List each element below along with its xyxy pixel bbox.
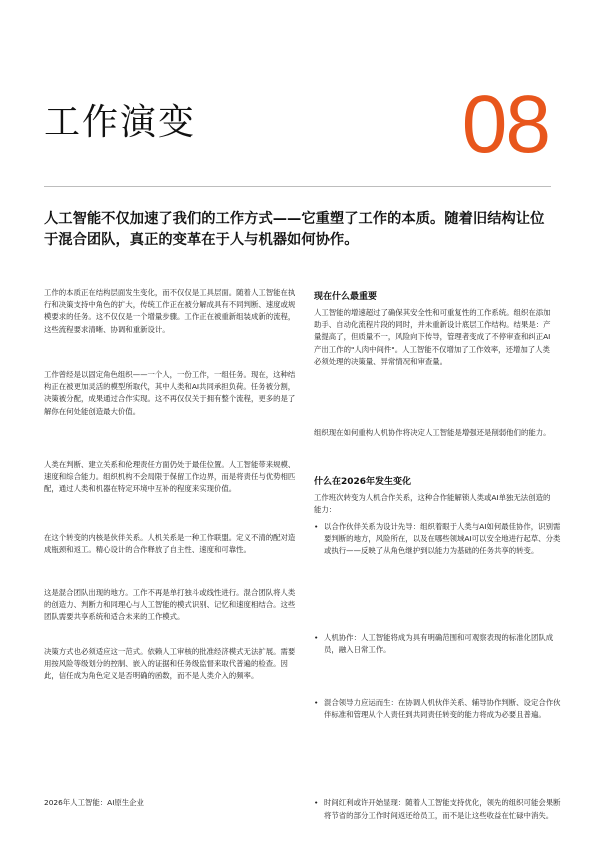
body-paragraph: 这是混合团队出现的地方。工作不再是单打独斗或线性进行。混合团队将人类的创造力、判断力和同理心与人工智能的模式识别、记忆和速度相结合。这些团队需要共享系统和适合未来的工作模式。 bbox=[44, 588, 296, 622]
body-paragraph: 工作曾经是以固定角色组织——一个人，一份工作，一组任务。现在，这种结构正在被更加灵活的模型所取代，其中人类和AI共同承担负荷。任务被分割，决策被分配，成果通过合作实现。这不再仅仅关于拥有整个流程，更多的是了解你在何处能创造最大价值。 bbox=[44, 370, 296, 416]
lead-paragraph: 人工智能不仅加速了我们的工作方式——它重塑了工作的本质。随着旧结构让位于混合团队，真正的变革在于人与机器如何协作。 bbox=[44, 211, 545, 248]
bullet-icon: • bbox=[314, 698, 319, 708]
bullet-icon: • bbox=[314, 798, 319, 808]
list-item bbox=[314, 521, 563, 558]
footer-text: 2026年人工智能：AI原生企业 bbox=[44, 798, 144, 807]
bullet-icon: • bbox=[314, 522, 319, 531]
body-paragraph: 决策方式也必须适应这一范式。依赖人工审核的批准经济模式无法扩展。需要用按风险等级划分的控制、嵌入的证据和任务级监督来取代普遍的检查。因此，信任成为角色定义是否明确的函数，而不是人类介入的频率。 bbox=[44, 647, 296, 681]
page-title: 工作演变 bbox=[44, 102, 197, 143]
bullet-icon: • bbox=[314, 632, 319, 642]
list-item-text: 时间红利或许开始显现：随着人工智能支持优化，领先的组织可能会果断将节省的部分工作时间返还给员工，而不是让这些收益在忙碌中消失。 bbox=[324, 798, 561, 820]
body-paragraph: 工作班次转变为人机合作关系，这种合作能解锁人类或AI单独无法创造的能力： bbox=[314, 493, 551, 515]
body-paragraph: 人类在判断、建立关系和伦理责任方面仍处于最佳位置。人工智能带来规模、速度和综合能力。组织机构不会局限于保留工作边界，而是将责任与优势相匹配，通过人类和机器在特定环境中互补的程度来实现价值。 bbox=[44, 460, 296, 494]
body-paragraph: 组织现在如何重构人机协作将决定人工智能是增强还是削弱他们的能力。 bbox=[314, 428, 551, 437]
list-item bbox=[314, 697, 563, 721]
divider bbox=[44, 186, 551, 187]
body-paragraph: 在这个转变的内核是伙伴关系。人机关系是一种工作联盟。定义不清的配对造成瓶颈和返工。精心设计的合作释放了自主性、速度和可靠性。 bbox=[44, 533, 296, 555]
body-paragraph: 工作的本质正在结构层面发生变化，而不仅仅是工具层面。随着人工智能在执行和决策支持中角色的扩大，传统工作正在被分解成具有不同判断、速度或规模要求的任务。这不仅仅是一个增量步骤。工作正在被重新组装成新的流程，这些流程要求清晰、协调和重新设计。 bbox=[44, 288, 296, 334]
list-item-text: 人机协作：人工智能将成为具有明确范围和可观察表现的标准化团队成员，融入日常工作。 bbox=[324, 632, 554, 654]
list-item-text: 混合领导力应运而生：在协调人机伙伴关系、辅导协作判断、设定合作伙伴标准和管理从个人责任到共同责任转变的能力将成为必要且普遍。 bbox=[324, 698, 561, 720]
list-item bbox=[314, 797, 563, 821]
list-item-text: 以合作伙伴关系为设计先导：组织着眼于人类与AI如何最佳协作，识别需要判断的地方，风险所在，以及在哪些领域AI可以安全地进行起草、分类或执行——反映了从角色继护到以能力为基础的任务共享的转变。 bbox=[324, 522, 561, 556]
body-paragraph: 人工智能的增速超过了确保其安全性和可重复性的工作系统。组织在添加助手、自动化流程片段的同时，并未重新设计底层工作结构。结果是：产量提高了，但质量不一，风险向下传导，管理者变成了不停审查和纠正AI产出工作的"人肉中间件"。人工智能不仅增加了工作效率，还增加了人类必须处理的决策量、异常情况和审查量。 bbox=[314, 308, 551, 366]
section-number: 08 bbox=[461, 79, 549, 170]
section-heading: 什么在2026年发生变化 bbox=[314, 477, 412, 487]
list-item bbox=[314, 632, 563, 656]
section-heading: 现在什么最重要 bbox=[314, 292, 378, 302]
